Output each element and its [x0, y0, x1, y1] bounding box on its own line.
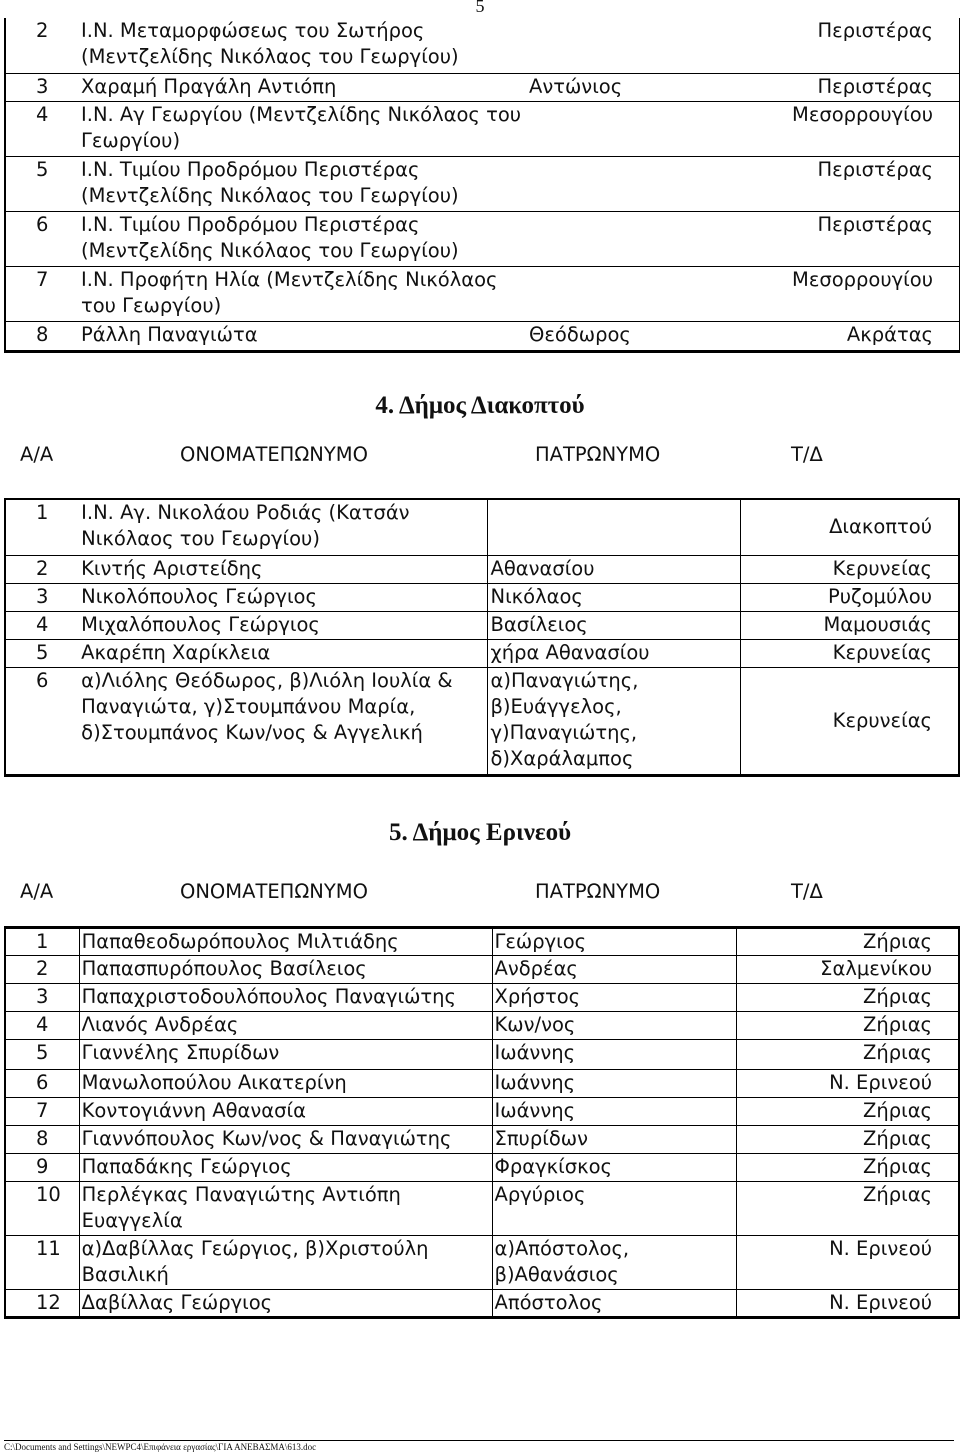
table-row [5, 928, 959, 956]
table-row [5, 321, 960, 351]
village: Σαλμενίκου [737, 956, 960, 984]
row-number: 2 [5, 555, 79, 583]
owner-name: Ι.Ν. Τιμίου Προδρόμου Περιστέρας (Μεντζελίδης Νικόλαος του Γεωργίου) [79, 211, 527, 266]
table-row [5, 1290, 959, 1318]
row-number: 4 [5, 1012, 79, 1040]
village: Ν. Ερινεού [737, 1236, 960, 1290]
owner-name: Δαβίλλας Γεώργιος [79, 1290, 492, 1318]
table-row [5, 1098, 959, 1126]
row-number: 5 [5, 156, 79, 211]
table-row [5, 984, 959, 1012]
row-number: 5 [5, 1040, 79, 1070]
row-number: 3 [5, 73, 79, 101]
patronymic: Βασίλειος [488, 611, 741, 639]
owner-name: Παπαθεοδωρόπουλος Μιλτιάδης [79, 928, 492, 956]
village: Ζήριας [737, 1040, 960, 1070]
table-row [5, 1182, 959, 1236]
owner-name: Ακαρέπη Χαρίκλεια [79, 639, 488, 667]
table-row [5, 101, 960, 156]
village: Ν. Ερινεού [737, 1290, 960, 1318]
village: Μεσορρουγίου [759, 101, 960, 156]
owner-name: Χαραμή Πραγάλη Αντιόπη [79, 73, 527, 101]
table-row [5, 583, 959, 611]
row-number: 11 [5, 1236, 79, 1290]
owner-name: Παπαδάκης Γεώργιος [79, 1154, 492, 1182]
patronymic [527, 101, 759, 156]
table-row [5, 1126, 959, 1154]
header-patronymic: ΠΑΤΡΩΝΥΜΟ [535, 443, 661, 466]
patronymic: Χρήστος [492, 984, 737, 1012]
village: Περιστέρας [759, 73, 960, 101]
patronymic: Φραγκίσκος [492, 1154, 737, 1182]
table-row [5, 667, 959, 775]
owner-name: Γιαννόπουλος Κων/νος & Παναγιώτης [79, 1126, 492, 1154]
row-number: 12 [5, 1290, 79, 1318]
row-number: 8 [5, 321, 79, 351]
header-place: Τ/Δ [791, 443, 823, 466]
village: Ακράτας [759, 321, 960, 351]
owner-name: Κιντής Αριστείδης [79, 555, 488, 583]
table-row [5, 1236, 959, 1290]
owner-name: Κοντογιάννη Αθανασία [79, 1098, 492, 1126]
owner-name: Ράλλη Παναγιώτα [79, 321, 527, 351]
village: Κερυνείας [741, 639, 960, 667]
patronymic: Ανδρέας [492, 956, 737, 984]
patronymic: α)Απόστολος, β)Αθανάσιος [492, 1236, 737, 1290]
header-no: Α/Α [20, 880, 54, 903]
village: Ζήριας [737, 1182, 960, 1236]
table-row [5, 1040, 959, 1070]
village: Μεσορρουγίου [759, 266, 960, 321]
header-name: ΟΝΟΜΑΤΕΠΩΝΥΜΟ [180, 443, 368, 466]
patronymic: Σπυρίδων [492, 1126, 737, 1154]
patronymic: Απόστολος [492, 1290, 737, 1318]
village: Ζήριας [737, 984, 960, 1012]
owner-name: Ι.Ν. Αγ. Νικολάου Ροδιάς (Κατσάν Νικόλαος του Γεωργίου) [81, 501, 410, 550]
row-number: 4 [5, 101, 79, 156]
patronymic [488, 499, 741, 555]
section-title-diakoptou: 4. Δήμος Διακοπτού [375, 392, 585, 419]
owner-name: Ι.Ν. Τιμίου Προδρόμου Περιστέρας (Μεντζελίδης Νικόλαος του Γεωργίου) [79, 156, 527, 211]
table-row [5, 1154, 959, 1182]
continuation-table [4, 18, 960, 353]
village: Ν. Ερινεού [737, 1070, 960, 1098]
owner-name: Ι.Ν. Αγ Γεωργίου (Μεντζελίδης Νικόλαος του Γεωργίου) [79, 101, 527, 156]
village: Ζήριας [737, 1154, 960, 1182]
owner-name: Γιαννέλης Σπυρίδων [79, 1040, 492, 1070]
row-number: 3 [5, 984, 79, 1012]
village: Μαμουσιάς [741, 611, 960, 639]
village: Ρυζομύλου [741, 583, 960, 611]
table-row [5, 266, 960, 321]
patronymic [527, 266, 759, 321]
table-row [5, 18, 960, 73]
village: Διακοπτού [829, 515, 932, 539]
patronymic: Νικόλαος [488, 583, 741, 611]
patronymic: Κων/νος [492, 1012, 737, 1040]
village: Ζήριας [737, 1098, 960, 1126]
patronymic: Αργύριος [492, 1182, 737, 1236]
row-number: 4 [5, 611, 79, 639]
owner-name: Ι.Ν. Μεταμορφώσεως του Σωτήρος (Μεντζελίδης Νικόλαος του Γεωργίου) [81, 19, 459, 68]
table-row [5, 639, 959, 667]
owner-name: Παπασπυρόπουλος Βασίλειος [79, 956, 492, 984]
patronymic: Ιωάννης [492, 1070, 737, 1098]
table-row [5, 499, 959, 555]
patronymic: Γεώργιος [492, 928, 737, 956]
owner-name: α)Λιόλης Θεόδωρος, β)Λιόλη Ιουλία & Παναγιώτα, γ)Στουμπάνου Μαρία, δ)Στουμπάνος Κων/νος & Αγγελική [79, 667, 488, 775]
diakoptou-table [4, 498, 960, 777]
owner-name: Ι.Ν. Προφήτη Ηλία (Μεντζελίδης Νικόλαος του Γεωργίου) [79, 266, 527, 321]
owner-name: Λιανός Ανδρέας [79, 1012, 492, 1040]
village: Ζήριας [737, 1012, 960, 1040]
patronymic: α)Παναγιώτης, β)Ευάγγελος, γ)Παναγιώτης, δ)Χαράλαμπος [488, 667, 741, 775]
patronymic: χήρα Αθανασίου [488, 639, 741, 667]
table-row [5, 1012, 959, 1040]
owner-name: Μιχαλόπουλος Γεώργιος [79, 611, 488, 639]
row-number: 1 [36, 930, 49, 953]
owner-name: Νικολόπουλος Γεώργιος [79, 583, 488, 611]
row-number: 8 [5, 1126, 79, 1154]
patronymic: Θεόδωρος [527, 321, 759, 351]
owner-name: Περλέγκας Παναγιώτης Αντιόπη Ευαγγελία [79, 1182, 492, 1236]
row-number: 10 [5, 1182, 79, 1236]
owner-name: Παπαχριστοδουλόπουλος Παναγιώτης [79, 984, 492, 1012]
village: Ζήριας [863, 930, 932, 953]
row-number: 1 [36, 501, 49, 524]
row-number: 3 [5, 583, 79, 611]
header-patronymic: ΠΑΤΡΩΝΥΜΟ [535, 880, 661, 903]
row-number: 6 [5, 1070, 79, 1098]
header-no: Α/Α [20, 443, 54, 466]
village: Ζήριας [737, 1126, 960, 1154]
village: Περιστέρας [817, 19, 933, 42]
table-row [5, 156, 960, 211]
table-row [5, 555, 959, 583]
patronymic: Αθανασίου [488, 555, 741, 583]
patronymic [527, 18, 759, 73]
row-number: 2 [36, 19, 49, 42]
row-number: 5 [5, 639, 79, 667]
village: Κερυνείας [741, 667, 960, 775]
owner-name: Μανωλοπούλου Αικατερίνη [79, 1070, 492, 1098]
patronymic [527, 156, 759, 211]
table-row [5, 73, 960, 101]
header-place: Τ/Δ [791, 880, 823, 903]
table-row [5, 211, 960, 266]
row-number: 7 [5, 266, 79, 321]
section-title-erineou: 5. Δήμος Ερινεού [388, 819, 572, 846]
owner-name: α)Δαβίλλας Γεώργιος, β)Χριστούλη Βασιλική [79, 1236, 492, 1290]
table-row [5, 611, 959, 639]
row-number: 6 [5, 211, 79, 266]
erineou-table [4, 926, 960, 1319]
patronymic: Ιωάννης [492, 1098, 737, 1126]
patronymic: Ιωάννης [492, 1040, 737, 1070]
patronymic [527, 211, 759, 266]
village: Περιστέρας [759, 211, 960, 266]
row-number: 2 [5, 956, 79, 984]
village: Περιστέρας [759, 156, 960, 211]
village: Κερυνείας [741, 555, 960, 583]
header-name: ΟΝΟΜΑΤΕΠΩΝΥΜΟ [180, 880, 368, 903]
footer-file-path: C:\Documents and Settings\NEWPC4\Επιφάνεια εργασίας\ΓΙΑ ΑΝΕΒΑΣΜΑ\613.doc [4, 1440, 954, 1452]
page-number: 5 [475, 0, 485, 16]
table-row [5, 956, 959, 984]
row-number: 9 [5, 1154, 79, 1182]
patronymic: Αντώνιος [527, 73, 759, 101]
row-number: 7 [5, 1098, 79, 1126]
row-number: 6 [5, 667, 79, 775]
table-row [5, 1070, 959, 1098]
